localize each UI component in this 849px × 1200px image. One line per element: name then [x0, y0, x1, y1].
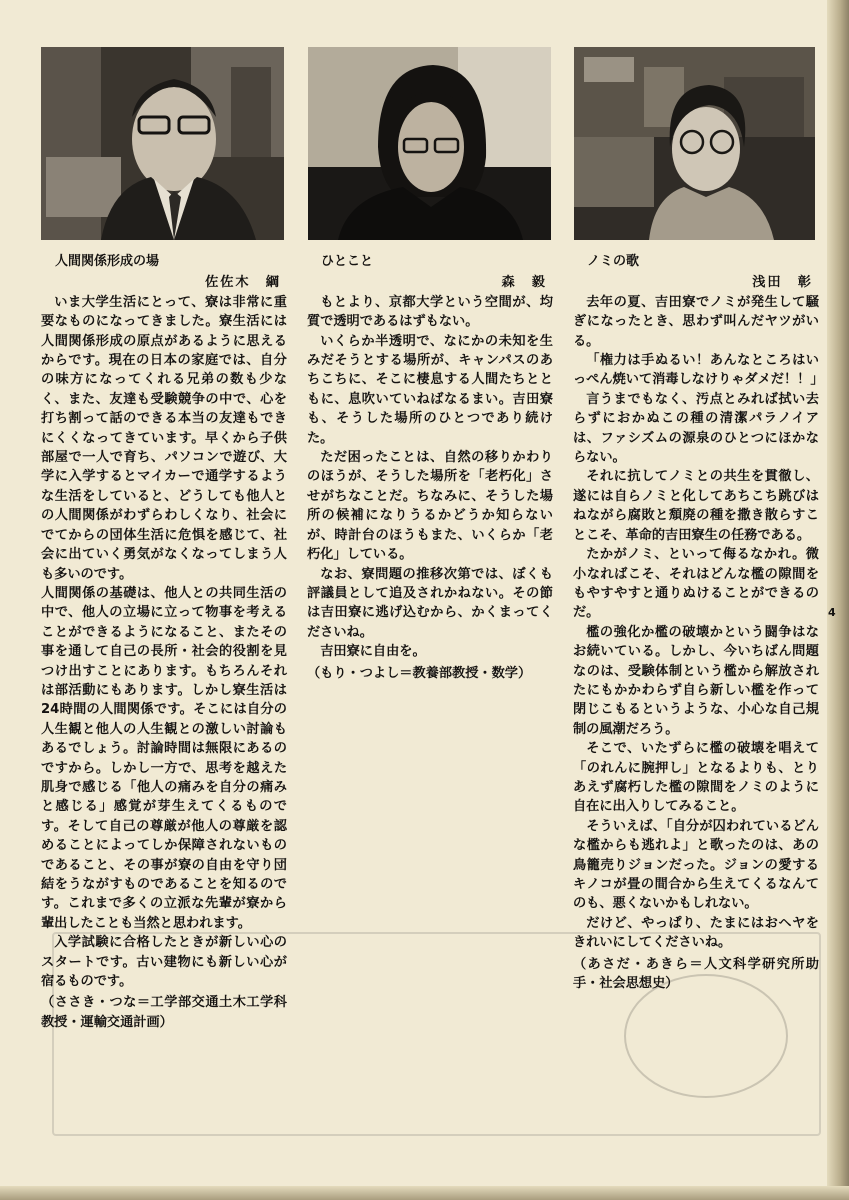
article-affiliation: （あさだ・あきら＝人文科学研究所助手・社会思想史）	[573, 956, 819, 992]
article-paragraph: そこで、いたずらに檻の破壊を唱えて「のれんに腕押し」となるよりも、とりあえず腐朽した檻の隙間をノミのように自在に出入りしてみること。	[573, 741, 819, 815]
article-paragraph: そういえば、「自分が囚われているどんな檻からも逃れよ」と歌ったのは、あの鳥籠売りジョンだった。ジョンの愛するキノコが畳の間合から生えてくるなんてのも、悪くないかもしれない。	[573, 818, 819, 912]
article-title: 人間関係形成の場	[55, 254, 160, 269]
article-sasaki	[41, 252, 287, 1032]
article-paragraph: だけど、やっぱり、たまにはおヘヤをきれいにしてくださいね。	[573, 915, 819, 951]
article-paragraph: 言うまでもなく、汚点とみれば拭い去らずにおかぬこの種の清潔パラノイアは、ファシズムの源泉のひとつにほかならない。	[573, 391, 819, 466]
portrait-photo-mori	[308, 47, 551, 240]
portrait-photo-asada	[574, 47, 815, 240]
article-paragraph: 吉田寮に自由を。	[320, 644, 426, 660]
article-paragraph: ただ困ったことは、自然の移りかわりのほうが、そうした場所を「老朽化」させがちなことだ。ちなみに、そうした場所の候補になりうるかどうか知らないが、時計台のほうもまた、いくらか「老朽化」している。	[307, 450, 553, 563]
article-paragraph: 入学試験に合格したときが新しい心のスタートです。古い建物にも新しい心が宿るものです。	[41, 935, 287, 990]
article-paragraph: 檻の強化か檻の破壊かという闘争はなお続いている。しかし、今いちばん問題なのは、受験体制という檻から解放されたにもかかわらず自ら新しい檻を作って閉じこもるというような、小心な自己規制の風潮だろう。	[573, 624, 819, 737]
article-paragraph: いくらか半透明で、なにかの未知を生みだそうとする場所が、キャンパスのあちこちに、そこに棲息する人間たちとともに、息吹いていねばなるまい。吉田寮も、そうした場所のひとつであり続けた。	[307, 333, 553, 446]
article-paragraph: 「権力は手ぬるい！あんなところはいっぺん焼いて消毒しなけりゃダメだ！！」	[573, 353, 824, 388]
article-title: ひとこと	[321, 254, 374, 269]
page-bottom-edge	[0, 1186, 849, 1200]
page-edge	[827, 0, 849, 1200]
article-paragraph: たかがノミ、といって侮るなかれ。微小なればこそ、それはどんな檻の隙間をもやすやすと通りぬけることができるのだ。	[573, 547, 819, 621]
article-paragraph: いま大学生活にとって、寮は非常に重要なものになってきました。寮生活には人間関係形成の原点があるように思えるからです。現在の日本の家庭では、自分の味方になってくれる兄弟の数も少なく、また、友達も受験競争の中で、心を打ち割って話のできる本当の友達もできにくくなってきています。早くから子供部屋で一人で育ち、パソコンで遊び、大学に入学するとマイカーで通学するような生活をしていると、どうしても他人との人間関係がわずらわしくなり、社会にでてからの団体生活に危惧を感じて、社会に出ていく勇気がなくなってしまう人も多いのです。	[41, 294, 287, 582]
article-mori	[307, 252, 553, 683]
article-paragraph: もとより、京都大学という空間が、均質で透明であるはずもない。	[307, 294, 553, 330]
article-paragraph: 去年の夏、吉田寮でノミが発生して騒ぎになったとき、思わず叫んだヤツがいる。	[573, 294, 819, 349]
article-paragraph: 人間関係の基礎は、他人との共同生活の中で、他人の立場に立って物事を考えることができるようになること、またその事を通して自己の長所・社会的役割を見つけ出すことにあります。もちろんそれは部活動にもあります。しかし寮生活は24時間の人間関係です。そこには自分の人生観と他人の人生観との激しい討論もあるでしょう。討論時間は無限にあるのですから。しかし一方で、思考を越えた肌身で感じる「他人の痛みを自分の痛みと感じる」感覚が芽生えてくるものです。そして自己の尊厳が他人の尊厳を認めることによってしか保障されないものであること、その事が寮の自由を守り団結をうながすものであることを知るのです。これまで多くの立派な先輩が寮から輩出したことも当然と思われます。	[41, 585, 287, 931]
article-affiliation: （もり・つよし＝教養部教授・数学）	[307, 665, 532, 681]
article-author: 佐佐木 綱	[205, 275, 281, 291]
article-paragraph: なお、寮問題の推移次第では、ぼくも評議員として追及されかねない。その節は吉田寮に逃げ込むから、かくまってくださいね。	[307, 566, 553, 640]
article-author: 浅田 彰	[752, 275, 813, 291]
article-author: 森 毅	[501, 275, 547, 291]
portrait-photo-sasaki	[41, 47, 284, 240]
article-asada	[573, 252, 824, 993]
article-paragraph: それに抗してノミとの共生を貫徹し、遂には自らノミと化してあちこち跳びはねながら腐敗と頽廃の種を撒き散らすことこそ、革命的吉田寮生の任務である。	[573, 469, 819, 543]
page-number: 4	[828, 606, 836, 619]
article-affiliation: （ささき・つな＝工学部交通土木工学科教授・運輸交通計画）	[41, 995, 287, 1030]
article-title: ノミの歌	[587, 254, 640, 269]
